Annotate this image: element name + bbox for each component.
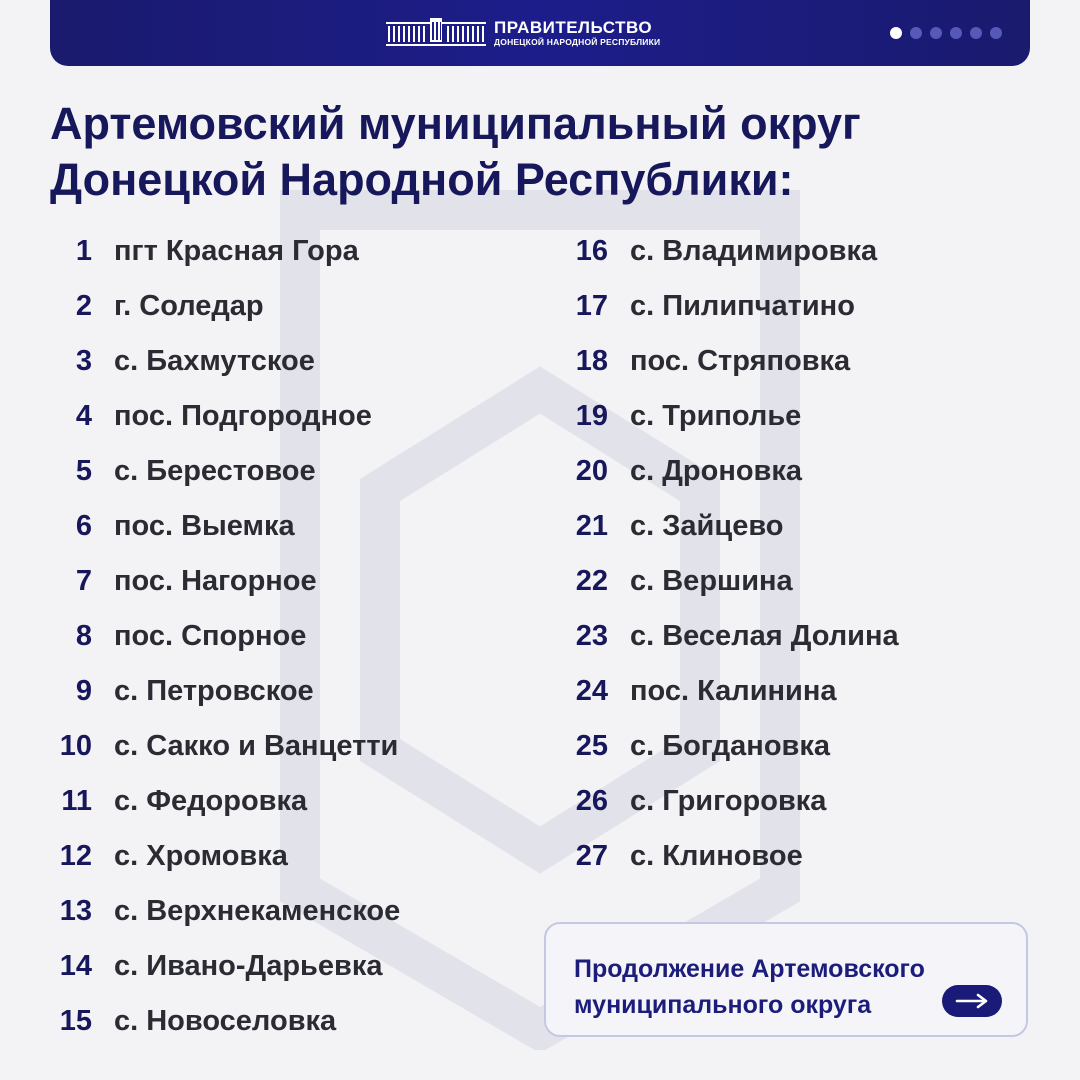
list-item xyxy=(50,444,400,499)
item-number: 13 xyxy=(59,895,92,927)
slide-dot[interactable] xyxy=(950,27,962,39)
item-settlement-name: с. Триполье xyxy=(630,400,802,432)
continuation-card[interactable] xyxy=(544,922,1028,1037)
list-item xyxy=(50,609,400,664)
list-item xyxy=(560,224,899,279)
item-number: 3 xyxy=(75,345,92,377)
list-item xyxy=(560,554,899,609)
list-item xyxy=(50,664,400,719)
item-settlement-name: с. Берестовое xyxy=(114,455,316,487)
item-number: 9 xyxy=(75,675,92,707)
list-item xyxy=(50,994,400,1049)
settlement-list-right xyxy=(560,224,899,884)
item-number: 14 xyxy=(59,950,92,982)
item-settlement-name: с. Сакко и Ванцетти xyxy=(114,730,399,762)
list-item xyxy=(50,499,400,554)
item-number: 1 xyxy=(75,235,92,267)
list-item xyxy=(50,279,400,334)
item-settlement-name: с. Вершина xyxy=(630,565,793,597)
item-number: 22 xyxy=(575,565,608,597)
list-item xyxy=(560,774,899,829)
item-number: 4 xyxy=(75,400,92,432)
page-title-line2: Донецкой Народной Республики: xyxy=(50,154,794,205)
item-number: 24 xyxy=(575,675,608,707)
logo-subtitle: ДОНЕЦКОЙ НАРОДНОЙ РЕСПУБЛИКИ xyxy=(494,36,661,47)
settlement-list-left xyxy=(50,224,400,1049)
item-number: 2 xyxy=(75,290,92,322)
item-settlement-name: с. Веселая Долина xyxy=(630,620,899,652)
list-item xyxy=(560,829,899,884)
list-item xyxy=(50,719,400,774)
government-logo xyxy=(386,15,660,51)
arrow-right-icon xyxy=(955,993,989,1009)
slide-dot[interactable] xyxy=(890,27,902,39)
item-number: 27 xyxy=(575,840,608,872)
item-settlement-name: с. Григоровка xyxy=(630,785,827,817)
item-settlement-name: пос. Подгородное xyxy=(114,400,372,432)
item-settlement-name: с. Клиновое xyxy=(630,840,803,872)
page-title-line1: Артемовский муниципальный округ xyxy=(50,98,861,149)
item-settlement-name: с. Богдановка xyxy=(630,730,831,762)
page-title xyxy=(50,96,861,208)
item-settlement-name: с. Верхнекаменское xyxy=(114,895,401,927)
item-number: 19 xyxy=(575,400,608,432)
list-item xyxy=(50,939,400,994)
item-settlement-name: пгт Красная Гора xyxy=(114,235,359,267)
list-item xyxy=(50,774,400,829)
header-bar xyxy=(50,0,1030,66)
item-settlement-name: пос. Спорное xyxy=(114,620,307,652)
item-settlement-name: с. Ивано-Дарьевка xyxy=(114,950,383,982)
item-settlement-name: с. Петровское xyxy=(114,675,314,707)
item-number: 17 xyxy=(575,290,608,322)
continuation-line1: Продолжение Артемовского xyxy=(574,955,925,983)
slide-dot[interactable] xyxy=(990,27,1002,39)
item-number: 26 xyxy=(575,785,608,817)
item-settlement-name: г. Соледар xyxy=(114,290,264,322)
item-number: 21 xyxy=(575,510,608,542)
list-item xyxy=(560,279,899,334)
list-item xyxy=(560,389,899,444)
item-settlement-name: с. Бахмутское xyxy=(114,345,315,377)
slide-indicator xyxy=(890,27,1002,39)
item-settlement-name: с. Владимировка xyxy=(630,235,878,267)
item-number: 8 xyxy=(75,620,92,652)
logo-title: ПРАВИТЕЛЬСТВО xyxy=(494,17,653,37)
list-item xyxy=(50,334,400,389)
item-settlement-name: пос. Нагорное xyxy=(114,565,317,597)
item-number: 15 xyxy=(59,1005,92,1037)
continuation-line2: муниципального округа xyxy=(574,991,872,1019)
item-settlement-name: пос. Стряповка xyxy=(630,345,851,377)
item-settlement-name: с. Зайцево xyxy=(630,510,784,542)
list-item xyxy=(560,334,899,389)
next-button[interactable] xyxy=(942,985,1002,1017)
list-item xyxy=(560,609,899,664)
item-number: 7 xyxy=(75,565,92,597)
list-item xyxy=(50,829,400,884)
item-settlement-name: с. Пилипчатино xyxy=(630,290,855,322)
item-settlement-name: с. Новоселовка xyxy=(114,1005,337,1037)
item-number: 20 xyxy=(575,455,608,487)
slide-dot[interactable] xyxy=(930,27,942,39)
slide-dot[interactable] xyxy=(970,27,982,39)
item-number: 10 xyxy=(59,730,92,762)
slide-dot[interactable] xyxy=(910,27,922,39)
list-item xyxy=(50,554,400,609)
item-settlement-name: с. Хромовка xyxy=(114,840,288,872)
item-number: 23 xyxy=(575,620,608,652)
list-item xyxy=(560,664,899,719)
list-item xyxy=(50,389,400,444)
item-settlement-name: с. Федоровка xyxy=(114,785,308,817)
item-number: 16 xyxy=(575,235,608,267)
item-number: 6 xyxy=(75,510,92,542)
item-number: 5 xyxy=(75,455,92,487)
item-number: 18 xyxy=(575,345,608,377)
list-item xyxy=(50,884,400,939)
item-settlement-name: пос. Калинина xyxy=(630,675,837,707)
list-item xyxy=(50,224,400,279)
item-number: 12 xyxy=(59,840,92,872)
list-item xyxy=(560,719,899,774)
item-settlement-name: пос. Выемка xyxy=(114,510,295,542)
list-item xyxy=(560,444,899,499)
item-number: 25 xyxy=(575,730,608,762)
item-settlement-name: с. Дроновка xyxy=(630,455,803,487)
list-item xyxy=(560,499,899,554)
item-number: 11 xyxy=(61,785,92,817)
building-icon xyxy=(386,18,486,48)
